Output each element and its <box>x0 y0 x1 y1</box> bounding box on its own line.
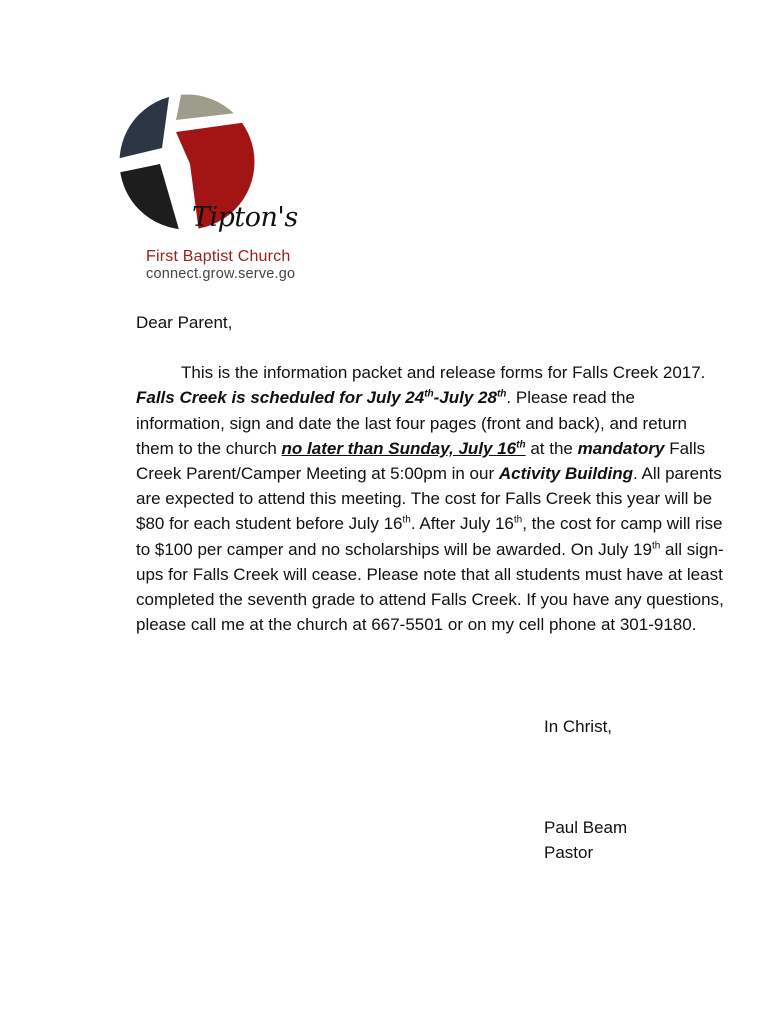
signature-name: Paul Beam <box>544 818 628 837</box>
letter-closing <box>544 714 612 739</box>
activity-building-text: Activity Building <box>498 464 633 484</box>
paragraph-text: This is the information packet and release forms for Falls Creek 2017. <box>181 363 706 383</box>
letter-body <box>136 310 726 637</box>
letter-greeting: Dear Parent, <box>136 313 233 332</box>
deadline-text: no later than Sunday, July 16th <box>281 438 526 458</box>
letter-signature <box>544 815 627 865</box>
logo-script-name: Tipton's <box>192 202 298 233</box>
mandatory-text: mandatory <box>577 438 665 458</box>
closing-text: In Christ, <box>544 717 613 736</box>
logo-church-name: First Baptist Church <box>146 248 291 265</box>
church-logo <box>112 90 352 280</box>
letter-paragraph: This is the information packet and release forms for Falls Creek 2017. Falls Creek is scheduled for July 24th-July 28th. Please read the information, sign and date the last four pages (front and back), and return them to the church no later than Sunday, July 16th at the mandatory Falls Creek Parent/Camper Meeting at 5:00pm in our Activity Building. All parents are expected to attend this meeting. The cost for Falls Creek this year will be $80 for each student before July 16th. After July 16th, the cost for camp will rise to $100 per camper and no scholarships will be awarded. On July 19th all sign-ups for Falls Creek will cease. Please note that all students must have at least completed the seventh grade to attend Falls Creek. If you have any questions, please call me at the church at 667-5501 or on my cell phone at 301-9180. <box>136 363 724 635</box>
falls-creek-dates: Falls Creek is scheduled for July 24th-July 28th <box>136 388 507 408</box>
logo-tagline: connect.grow.serve.go <box>146 266 296 282</box>
signature-title: Pastor <box>544 843 594 863</box>
